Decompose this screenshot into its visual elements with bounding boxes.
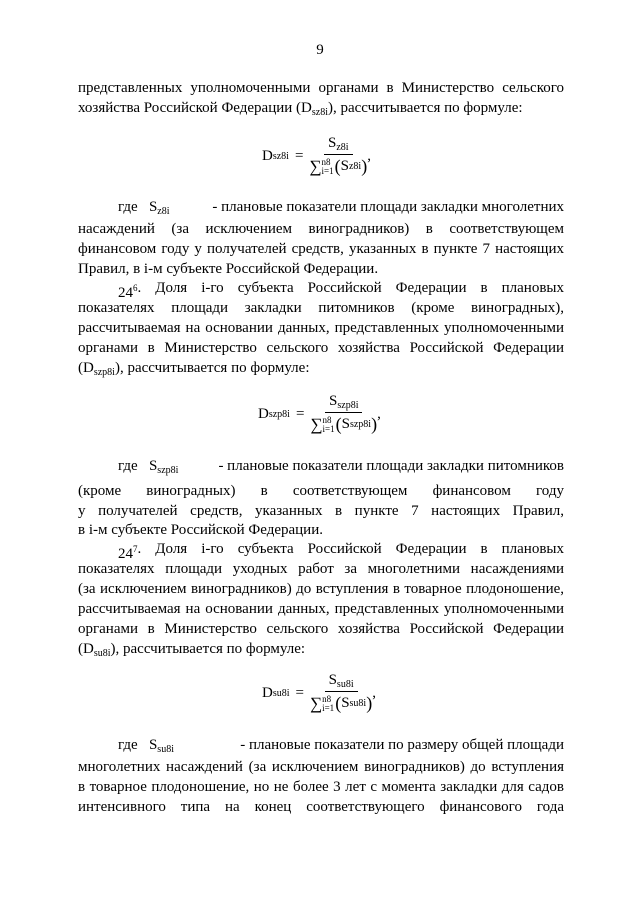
text-line: (за исключением виноградников) до вступления в товарное плодоношение, [78,581,564,597]
text-line: $24^7$ . Доля i-го субъекта Российской Федерации в плановых [118,541,564,562]
text-line: финансовом году у получателей средств, указанных в пункте 7 настоящих [78,241,564,257]
text-line: (кроме виноградных) в соответствующем финансовом году [78,483,564,499]
text-line: где $S_{szp8i}$ - плановые показатели площади закладки питомников [118,458,564,476]
text-line: в i-м субъекте Российской Федерации. [78,522,323,538]
text-line: интенсивного типа на конец соответствующего финансового года [78,799,564,815]
text-line: где $S_{z8i}$ - плановые показатели площади закладки многолетних [118,199,564,217]
text-line: $(D_{su8i})$, рассчитывается по формуле: [78,641,306,659]
text-line: рассчитываемая на основании данных, представленных уполномоченными [78,320,564,336]
page-number: 9 [316,42,324,58]
text-line: насаждений (за исключением виноградников) в соответствующем [78,221,564,237]
formula-dsu8i: D su8i = $S_{su8i}$ ∑ n8 i=1 ( S su8i ) , [262,672,376,713]
text-line: показателях площади уходных работ за многолетними насаждениями [78,561,564,577]
text-line: хозяйства Российской Федерации $(D_{sz8i})$, рассчитывается по формуле: [78,100,523,118]
text-line: где $S_{su8i}$ - плановые показатели по размеру общей площади [118,737,564,755]
formula-dsz8i: D sz8i = $S_{z8i}$ ∑ n8 i=1 ( S z8i ) , [262,135,371,176]
text-line: органами в Министерство сельского хозяйства Российской Федерации [78,340,564,356]
text-line: у получателей средств, указанных в пункте 7 настоящих Правил, [78,503,564,519]
text-line: представленных уполномоченными органами в Министерство сельского [78,80,564,96]
text-line: многолетних насаждений (за исключением виноградников) до вступления [78,759,564,775]
text-line: Правил, в i-м субъекте Российской Федерации. [78,261,379,277]
text-line: $24^6$ . Доля i-го субъекта Российской Федерации в плановых [118,280,564,301]
text-line: рассчитываемая на основании данных, представленных уполномоченными [78,601,564,617]
text-line: в товарное плодоношение, но не более 3 лет с момента закладки для садов [78,779,564,795]
text-line: показателях площади закладки питомников (кроме виноградных), [78,300,564,316]
text-line: $(D_{szp8i})$, рассчитывается по формуле: [78,360,310,378]
text-line: органами в Министерство сельского хозяйства Российской Федерации [78,621,564,637]
formula-dszp8i: D szp8i = $S_{szp8i}$ ∑ n8 i=1 ( S szp8i ) , [258,393,381,434]
